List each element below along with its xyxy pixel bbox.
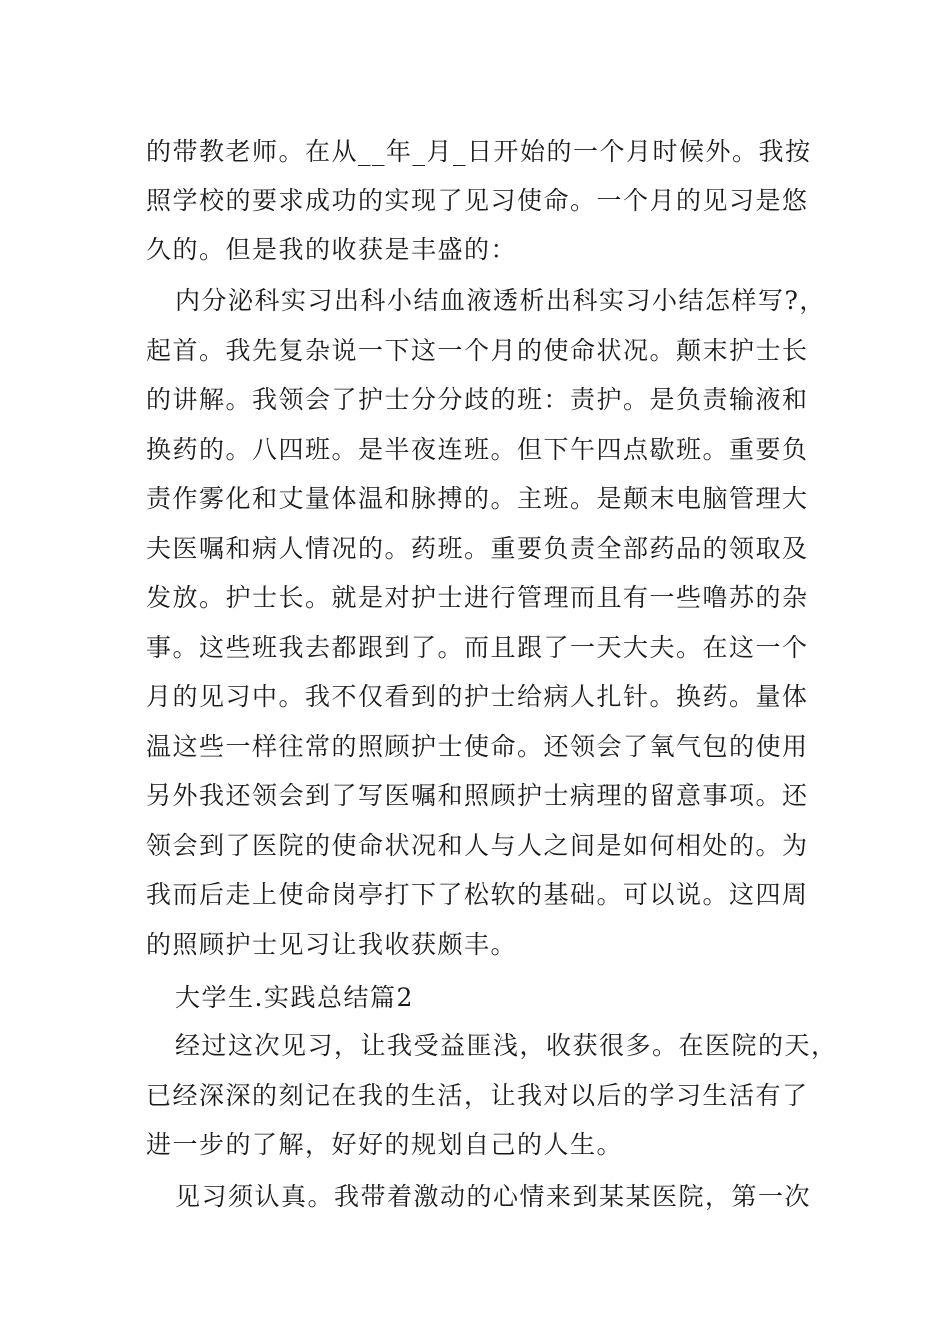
text-line: 的带教老师。在从__年_月_日开始的一个月时候外。我按 — [146, 137, 812, 166]
paragraph-first-line: 内分泌科实习出科小结血液透析出科实习小结怎样写?， — [175, 286, 826, 315]
text-line: 另外我还领会到了写医嘱和照顾护士病理的留意事项。还 — [146, 781, 809, 810]
text-line: 我而后走上使命岗亭打下了松软的基础。可以说。这四周 — [146, 880, 809, 909]
text-line: 久的。但是我的收获是丰盛的： — [146, 235, 518, 264]
text-line: 的照顾护士见习让我收获颇丰。 — [146, 930, 518, 959]
text-line: 事。这些班我去都跟到了。而且跟了一天大夫。在这一个 — [146, 633, 809, 662]
text-line: 起首。我先复杂说一下这一个月的使命状况。颠末护士长 — [146, 336, 809, 365]
text-line: 已经深深的刻记在我的生活，让我对以后的学习生活有了 — [146, 1081, 809, 1110]
paragraph-first-line: 经过这次见习，让我受益匪浅，收获很多。在医院的天， — [175, 1031, 838, 1060]
text-line: 的讲解。我领会了护士分分歧的班：责护。是负责输液和 — [146, 385, 809, 414]
text-line: 温这些一样往常的照顾护士使命。还领会了氧气包的使用 — [146, 732, 809, 761]
text-line: 发放。护士长。就是对护士进行管理而且有一些噜苏的杂 — [146, 583, 809, 612]
text-line: 夫医嘱和病人情况的。药班。重要负责全部药品的领取及 — [146, 534, 809, 563]
text-line: 责作雾化和丈量体温和脉搏的。主班。是颠末电脑管理大 — [146, 484, 809, 513]
text-line: 领会到了医院的使命状况和人与人之间是如何相处的。为 — [146, 831, 809, 860]
paragraph-first-line: 见习须认真。我带着激动的心情来到某某医院，第一次 — [175, 1182, 812, 1211]
text-line: 照学校的要求成功的实现了见习使命。一个月的见习是悠 — [146, 186, 809, 215]
text-line: 进一步的了解，好好的规划自己的人生。 — [146, 1130, 624, 1159]
section-heading: 大学生.实践总结篇2 — [175, 983, 414, 1012]
text-line: 月的见习中。我不仅看到的护士给病人扎针。换药。量体 — [146, 682, 809, 711]
text-line: 换药的。八四班。是半夜连班。但下午四点歇班。重要负 — [146, 435, 809, 464]
